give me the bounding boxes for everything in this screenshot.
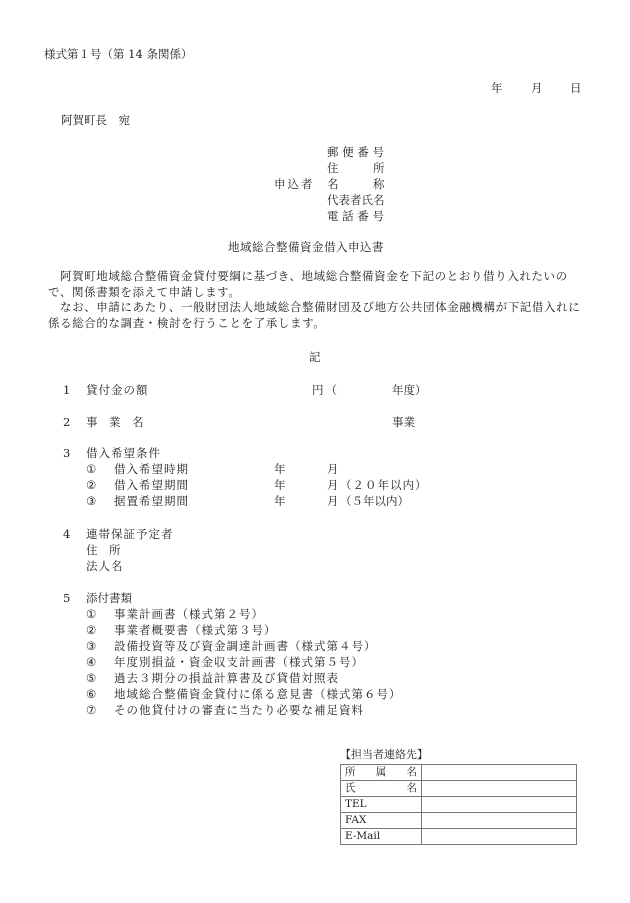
item4-label: 連帯保証予定者 xyxy=(86,527,174,541)
field-name: 名 称 xyxy=(327,177,385,191)
document-title: 地域総合整備資金借入申込書 xyxy=(228,240,384,254)
attachment-item: 事業者概要書（様式第３号） xyxy=(114,623,277,637)
item3-sub3-mark: ③ xyxy=(86,494,97,508)
contact-label-email: E-Mail xyxy=(341,829,422,845)
attachment-item: 地域総合整備資金貸付に係る意見書（様式第６号） xyxy=(114,687,402,701)
item4-corp-name: 法人名 xyxy=(86,559,124,573)
contact-value-department[interactable] xyxy=(422,765,577,781)
attachment-item: 年度別損益・資金収支計画書（様式第５号） xyxy=(114,655,364,669)
item5-label: 添付書類 xyxy=(86,591,132,605)
contact-value-fax[interactable] xyxy=(422,813,577,829)
item3-sub2-label: 借入希望期間 xyxy=(114,478,189,492)
attachment-mark: ② xyxy=(86,623,97,637)
item3-sub3-year: 年 xyxy=(274,494,286,508)
contact-label-tel: TEL xyxy=(341,797,422,813)
item2-number: 2 xyxy=(63,415,71,429)
body-paragraph-1: 阿賀町地域総合整備資金貸付要綱に基づき、地域総合整備資金を下記のとおり借り入れたいので、関係書類を添えて申請します。 xyxy=(48,269,568,299)
date-month: 月 xyxy=(531,81,543,95)
item1-number: 1 xyxy=(63,383,71,397)
attachment-item: その他貸付けの審査に当たり必要な補足資料 xyxy=(114,703,364,717)
contact-value-email[interactable] xyxy=(422,829,577,845)
item3-label: 借入希望条件 xyxy=(86,446,161,460)
item3-sub3-label: 据置希望期間 xyxy=(114,494,189,508)
item3-sub1-month: 月 xyxy=(327,462,339,476)
item2-label: 事 業 名 xyxy=(86,415,144,429)
contact-value-tel[interactable] xyxy=(422,797,577,813)
item2-suffix: 事業 xyxy=(392,415,415,429)
item1-yen: 円（ xyxy=(312,383,339,397)
attachment-item: 事業計画書（様式第２号） xyxy=(114,607,264,621)
item3-sub1-year: 年 xyxy=(274,462,286,476)
attachment-item: 設備投資等及び資金調達計画書（様式第４号） xyxy=(114,639,377,653)
body-paragraph-2: なお、申請にあたり、一般財団法人地域総合整備財団及び地方公共団体金融機構が下記借入れに係る総合的な調査・検討を行うことを了承します。 xyxy=(48,300,581,330)
ki-heading: 記 xyxy=(309,350,321,364)
attachment-mark: ⑥ xyxy=(86,687,97,701)
contact-row xyxy=(341,829,577,845)
contact-label-name: 氏名 xyxy=(341,781,422,797)
item3-sub3-month: 月 xyxy=(327,494,339,508)
contact-row xyxy=(341,781,577,797)
field-phone: 電 話 番 号 xyxy=(327,209,384,223)
attachment-mark: ④ xyxy=(86,655,97,669)
contact-label-department: 所属名 xyxy=(341,765,422,781)
item3-number: 3 xyxy=(63,446,71,460)
attachment-mark: ⑤ xyxy=(86,671,97,685)
date-year: 年 xyxy=(491,81,503,95)
contact-row xyxy=(341,813,577,829)
date-day: 日 xyxy=(570,81,582,95)
attachment-mark: ③ xyxy=(86,639,97,653)
item1-fiscal-year: 年度） xyxy=(392,383,427,397)
item3-sub1-mark: ① xyxy=(86,462,97,476)
contact-row xyxy=(341,765,577,781)
item3-sub3-note: （５年以内） xyxy=(340,494,409,508)
contact-label-fax: FAX xyxy=(341,813,422,829)
item3-sub2-note: （２０年以内） xyxy=(340,478,428,492)
field-address: 住 所 xyxy=(327,161,385,175)
item5-number: 5 xyxy=(63,591,71,605)
form-number: 様式第１号（第 14 条関係） xyxy=(44,47,193,61)
contact-value-name[interactable] xyxy=(422,781,577,797)
item3-sub2-year: 年 xyxy=(274,478,286,492)
item4-number: 4 xyxy=(63,527,71,541)
item3-sub2-mark: ② xyxy=(86,478,97,492)
item4-address: 住 所 xyxy=(86,543,121,557)
attachment-mark: ① xyxy=(86,607,97,621)
field-postal-code: 郵 便 番 号 xyxy=(327,145,384,159)
item1-label: 貸付金の額 xyxy=(86,383,149,397)
field-representative: 代表者氏名 xyxy=(327,193,385,207)
item3-sub2-month: 月 xyxy=(327,478,339,492)
contact-heading: 【担当者連絡先】 xyxy=(340,748,428,761)
applicant-label: 申込者 xyxy=(274,177,315,191)
addressee: 阿賀町長 宛 xyxy=(61,113,130,127)
contact-row xyxy=(341,797,577,813)
attachment-mark: ⑦ xyxy=(86,703,97,717)
attachment-item: 過去３期分の損益計算書及び貸借対照表 xyxy=(114,671,339,685)
item3-sub1-label: 借入希望時期 xyxy=(114,462,189,476)
contact-table xyxy=(340,764,577,845)
